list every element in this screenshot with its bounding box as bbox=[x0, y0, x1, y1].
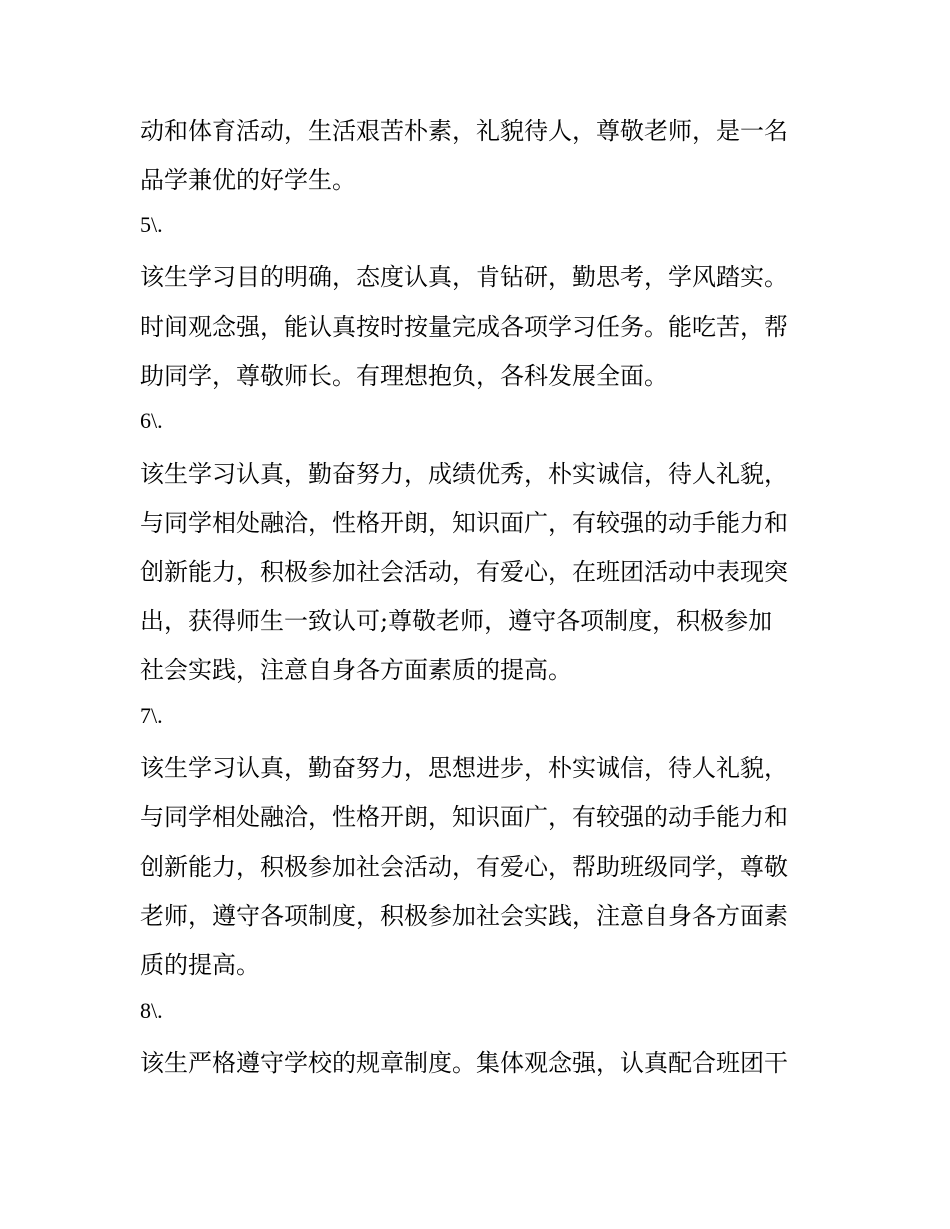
text-line: 与同学相处融洽，性格开朗，知识面广，有较强的动手能力和 bbox=[140, 509, 788, 537]
item-number: 6\. bbox=[140, 408, 163, 433]
text-line: 该生学习目的明确，态度认真，肯钻研，勤思考，学风踏实。 bbox=[140, 263, 788, 291]
item-number: 8\. bbox=[140, 998, 163, 1023]
text-line: 品学兼优的好学生。 bbox=[140, 166, 356, 194]
text-line: 该生学习认真，勤奋努力，成绩优秀，朴实诚信，待人礼貌， bbox=[140, 460, 788, 488]
text-line: 该生学习认真，勤奋努力，思想进步，朴实诚信，待人礼貌， bbox=[140, 754, 788, 782]
text-line: 出，获得师生一致认可;尊敬老师，遵守各项制度，积极参加 bbox=[140, 607, 773, 635]
text-line: 创新能力，积极参加社会活动，有爱心，在班团活动中表现突 bbox=[140, 558, 788, 586]
text-line: 与同学相处融洽，性格开朗，知识面广，有较强的动手能力和 bbox=[140, 803, 788, 831]
text-line: 老师，遵守各项制度，积极参加社会实践，注意自身各方面素 bbox=[140, 902, 788, 930]
text-line: 助同学，尊敬师长。有理想抱负，各科发展全面。 bbox=[140, 362, 668, 390]
text-line: 该生严格遵守学校的规章制度。集体观念强，认真配合班团干 bbox=[140, 1049, 788, 1077]
text-line: 质的提高。 bbox=[140, 951, 260, 979]
text-line: 社会实践，注意自身各方面素质的提高。 bbox=[140, 656, 572, 684]
item-number: 7\. bbox=[140, 703, 163, 728]
item-number: 5\. bbox=[140, 212, 163, 237]
text-line: 动和体育活动，生活艰苦朴素，礼貌待人，尊敬老师，是一名 bbox=[140, 117, 788, 145]
text-line: 时间观念强，能认真按时按量完成各项学习任务。能吃苦，帮 bbox=[140, 313, 788, 341]
text-line: 创新能力，积极参加社会活动，有爱心，帮助班级同学，尊敬 bbox=[140, 853, 788, 881]
